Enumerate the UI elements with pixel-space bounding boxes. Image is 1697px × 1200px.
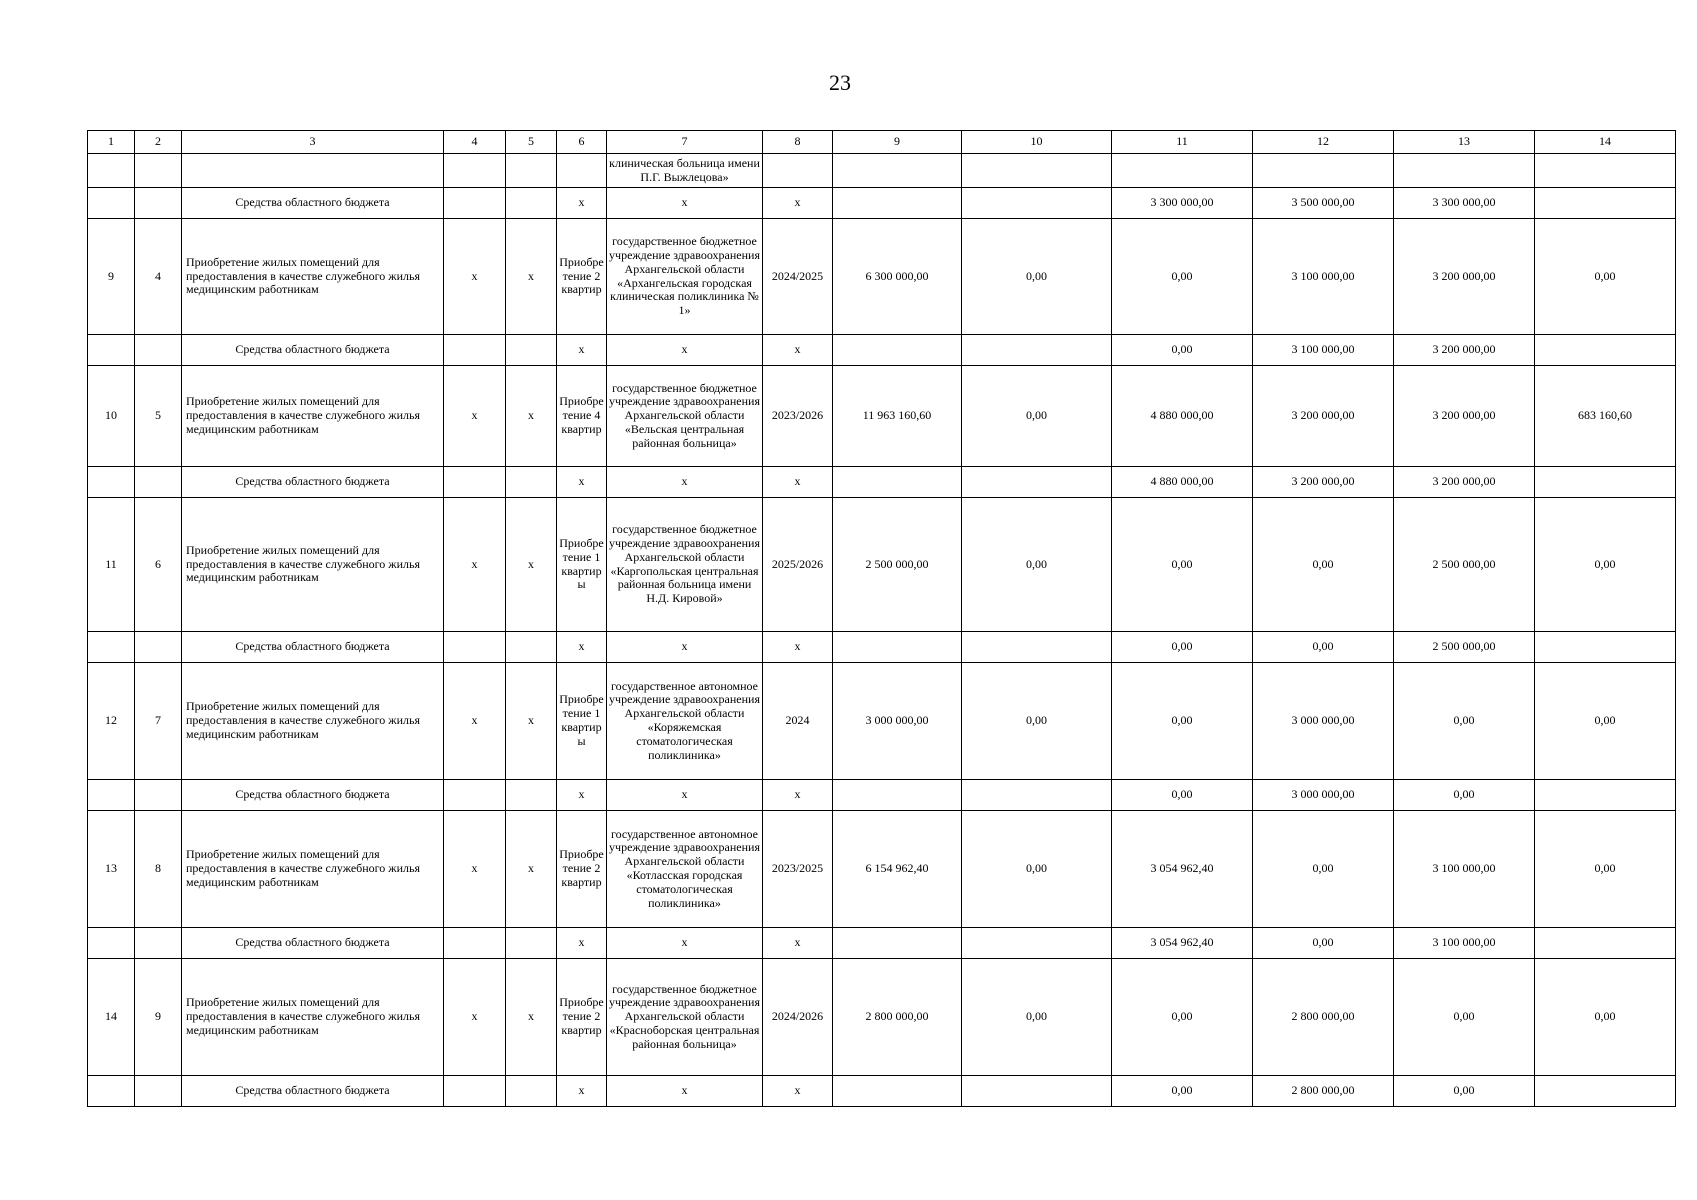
page-number: 23 (829, 70, 851, 95)
table-cell: 2 500 000,00 (833, 498, 962, 632)
table-cell (88, 928, 135, 959)
table-cell: 14 (88, 959, 135, 1076)
table-cell: 0,00 (1394, 780, 1535, 811)
table-cell: х (607, 188, 763, 219)
table-cell (833, 188, 962, 219)
table-cell (135, 1076, 182, 1107)
table-cell (1112, 154, 1253, 188)
table-cell (506, 1076, 557, 1107)
table-cell: 0,00 (1535, 811, 1676, 928)
table-cell: 9 (88, 219, 135, 335)
table-cell: 6 300 000,00 (833, 219, 962, 335)
table-cell: 4 (135, 219, 182, 335)
table-cell: 0,00 (962, 366, 1112, 467)
table-cell (763, 154, 833, 188)
table-cell: 2023/2025 (763, 811, 833, 928)
table-cell: х (506, 959, 557, 1076)
org-cell: государственное бюджетное учреждение здравоохранения Архангельской области «Архангельская городская клиническая поликлиника № 1» (607, 219, 763, 335)
table-cell: х (557, 928, 607, 959)
table-cell (88, 335, 135, 366)
table-cell (88, 154, 135, 188)
table-cell (135, 632, 182, 663)
table-cell (135, 928, 182, 959)
table-cell (1253, 154, 1394, 188)
table-cell (506, 780, 557, 811)
column-number-cell: 11 (1112, 131, 1253, 154)
table-cell: 3 054 962,40 (1112, 811, 1253, 928)
measure-name-cell: Приобретение жилых помещений для предоставления в качестве служебного жилья медицинским работникам (182, 811, 444, 928)
table-cell (506, 335, 557, 366)
table-cell (962, 632, 1112, 663)
column-number-cell: 4 (444, 131, 506, 154)
column-number-cell: 12 (1253, 131, 1394, 154)
table-cell: 2024/2026 (763, 959, 833, 1076)
table-cell: х (506, 811, 557, 928)
column-number-cell: 2 (135, 131, 182, 154)
measure-name-cell: Приобретение жилых помещений для предоставления в качестве служебного жилья медицинским работникам (182, 663, 444, 780)
table-cell: 0,00 (1112, 498, 1253, 632)
result-cell: Приобретение 2 квартир (557, 219, 607, 335)
table-cell (962, 467, 1112, 498)
table-cell: 2024 (763, 663, 833, 780)
org-cell: государственное автономное учреждение здравоохранения Архангельской области «Котласская городская стоматологическая поликлиника» (607, 811, 763, 928)
table-cell (1535, 154, 1676, 188)
table-cell: 12 (88, 663, 135, 780)
column-number-cell: 13 (1394, 131, 1535, 154)
table-cell (444, 188, 506, 219)
table-cell: х (444, 366, 506, 467)
table-cell (88, 632, 135, 663)
table-cell (962, 928, 1112, 959)
column-number-row (88, 131, 1676, 154)
table-cell: 3 100 000,00 (1253, 335, 1394, 366)
funding-source-cell: Средства областного бюджета (182, 928, 444, 959)
table-cell (833, 632, 962, 663)
table-cell: 11 963 160,60 (833, 366, 962, 467)
table-cell (833, 1076, 962, 1107)
continuation-row (88, 154, 1676, 188)
funding-source-cell: Средства областного бюджета (182, 632, 444, 663)
table-cell (962, 780, 1112, 811)
table-cell: 0,00 (1535, 498, 1676, 632)
table-cell (182, 154, 444, 188)
table-cell (135, 335, 182, 366)
table-cell: х (444, 811, 506, 928)
table-body (88, 131, 1676, 1107)
table-row (88, 366, 1676, 467)
table-cell: х (444, 498, 506, 632)
table-cell: 2 500 000,00 (1394, 498, 1535, 632)
column-number-cell: 9 (833, 131, 962, 154)
table-cell: 6 154 962,40 (833, 811, 962, 928)
table-cell: х (607, 1076, 763, 1107)
table-cell: х (444, 663, 506, 780)
table-cell (135, 467, 182, 498)
table-cell: 8 (135, 811, 182, 928)
table-cell (962, 154, 1112, 188)
table-cell: 3 000 000,00 (1253, 663, 1394, 780)
table-cell: х (607, 632, 763, 663)
table-cell: 0,00 (1253, 632, 1394, 663)
subtotal-row (88, 335, 1676, 366)
result-cell: Приобретение 2 квартир (557, 959, 607, 1076)
table-cell (88, 1076, 135, 1107)
table-cell: х (506, 219, 557, 335)
table-cell: 13 (88, 811, 135, 928)
table-cell: 0,00 (962, 959, 1112, 1076)
table-cell: 3 300 000,00 (1394, 188, 1535, 219)
table-cell: х (763, 780, 833, 811)
table-cell: 0,00 (1535, 959, 1676, 1076)
table-cell: 3 300 000,00 (1112, 188, 1253, 219)
table-cell: х (557, 335, 607, 366)
table-cell: 0,00 (1112, 219, 1253, 335)
table-cell: 0,00 (962, 811, 1112, 928)
subtotal-row (88, 467, 1676, 498)
table-cell: 0,00 (1112, 632, 1253, 663)
column-number-cell: 5 (506, 131, 557, 154)
table-cell: 3 200 000,00 (1394, 219, 1535, 335)
measure-name-cell: Приобретение жилых помещений для предоставления в качестве служебного жилья медицинским работникам (182, 959, 444, 1076)
subtotal-row (88, 928, 1676, 959)
table-cell: х (444, 959, 506, 1076)
table-cell (506, 632, 557, 663)
result-cell: Приобретение 2 квартир (557, 811, 607, 928)
table-cell: х (444, 219, 506, 335)
table-cell (506, 154, 557, 188)
table-cell: 3 200 000,00 (1394, 366, 1535, 467)
org-cell: государственное бюджетное учреждение здравоохранения Архангельской области «Каргопольская центральная районная больница имени Н.Д. Кировой» (607, 498, 763, 632)
funding-source-cell: Средства областного бюджета (182, 188, 444, 219)
table-cell: 6 (135, 498, 182, 632)
column-number-cell: 1 (88, 131, 135, 154)
table-cell: 2 800 000,00 (833, 959, 962, 1076)
subtotal-row (88, 1076, 1676, 1107)
table-cell: 0,00 (1253, 498, 1394, 632)
table-cell: 0,00 (1535, 219, 1676, 335)
table-cell (506, 928, 557, 959)
table-cell: х (607, 928, 763, 959)
funding-source-cell: Средства областного бюджета (182, 467, 444, 498)
column-number-cell: 8 (763, 131, 833, 154)
column-number-cell: 10 (962, 131, 1112, 154)
table-cell: 0,00 (1253, 811, 1394, 928)
table-cell: х (557, 632, 607, 663)
table-cell: 9 (135, 959, 182, 1076)
table-cell: 2 800 000,00 (1253, 1076, 1394, 1107)
table-cell (833, 928, 962, 959)
table-cell (135, 154, 182, 188)
table-cell (1535, 335, 1676, 366)
org-cell: государственное бюджетное учреждение здравоохранения Архангельской области «Красноборская центральная районная больница» (607, 959, 763, 1076)
table-cell (88, 780, 135, 811)
result-cell: Приобретение 4 квартир (557, 366, 607, 467)
table-cell: 7 (135, 663, 182, 780)
table-cell: 3 200 000,00 (1253, 366, 1394, 467)
table-cell: х (506, 366, 557, 467)
table-cell (1535, 928, 1676, 959)
table-cell: 0,00 (1394, 663, 1535, 780)
table-cell: 0,00 (1112, 959, 1253, 1076)
table-cell: 3 000 000,00 (1253, 780, 1394, 811)
subtotal-row (88, 188, 1676, 219)
result-cell: Приобретение 1 квартиры (557, 663, 607, 780)
table-cell: 0,00 (1253, 928, 1394, 959)
table-cell: 3 200 000,00 (1394, 467, 1535, 498)
table-cell (444, 780, 506, 811)
table-row (88, 498, 1676, 632)
measure-name-cell: Приобретение жилых помещений для предоставления в качестве служебного жилья медицинским работникам (182, 366, 444, 467)
funding-source-cell: Средства областного бюджета (182, 1076, 444, 1107)
table-cell: 0,00 (1112, 663, 1253, 780)
result-cell: Приобретение 1 квартиры (557, 498, 607, 632)
table-cell: 4 880 000,00 (1112, 467, 1253, 498)
table-cell: 3 054 962,40 (1112, 928, 1253, 959)
table-cell: 3 100 000,00 (1394, 811, 1535, 928)
table-cell (444, 1076, 506, 1107)
table-cell (833, 335, 962, 366)
table-cell: 3 000 000,00 (833, 663, 962, 780)
table-cell: х (763, 188, 833, 219)
budget-table (87, 130, 1676, 1107)
table-cell (1535, 467, 1676, 498)
table-cell: 11 (88, 498, 135, 632)
table-cell (444, 335, 506, 366)
table-cell: х (506, 663, 557, 780)
funding-source-cell: Средства областного бюджета (182, 780, 444, 811)
column-number-cell: 3 (182, 131, 444, 154)
table-row (88, 811, 1676, 928)
table-cell: 2024/2025 (763, 219, 833, 335)
table-cell (833, 780, 962, 811)
table-cell: 0,00 (1112, 1076, 1253, 1107)
org-cell: государственное бюджетное учреждение здравоохранения Архангельской области «Вельская центральная районная больница» (607, 366, 763, 467)
measure-name-cell: Приобретение жилых помещений для предоставления в качестве служебного жилья медицинским работникам (182, 219, 444, 335)
table-row (88, 959, 1676, 1076)
table-row (88, 219, 1676, 335)
table-cell (1535, 780, 1676, 811)
table-cell (444, 928, 506, 959)
table-cell (444, 632, 506, 663)
table-cell: 2 800 000,00 (1253, 959, 1394, 1076)
org-cell: клиническая больница имени П.Г. Выжлецова» (607, 154, 763, 188)
table-cell: 3 100 000,00 (1394, 928, 1535, 959)
table-cell (557, 154, 607, 188)
table-cell (962, 335, 1112, 366)
table-cell: 0,00 (962, 498, 1112, 632)
table-cell (1394, 154, 1535, 188)
table-cell (506, 188, 557, 219)
table-cell: х (763, 467, 833, 498)
org-cell: государственное автономное учреждение здравоохранения Архангельской области «Коряжемская стоматологическая поликлиника» (607, 663, 763, 780)
table-cell: 0,00 (1394, 1076, 1535, 1107)
table-cell: 2 500 000,00 (1394, 632, 1535, 663)
table-cell: х (557, 188, 607, 219)
table-cell: х (763, 632, 833, 663)
column-number-cell: 6 (557, 131, 607, 154)
table-cell: 2023/2026 (763, 366, 833, 467)
table-row (88, 663, 1676, 780)
table-cell: х (557, 780, 607, 811)
table-cell: 0,00 (1112, 780, 1253, 811)
table-cell: 0,00 (1112, 335, 1253, 366)
table-cell (88, 467, 135, 498)
table-cell: х (607, 335, 763, 366)
column-number-cell: 14 (1535, 131, 1676, 154)
table-cell (833, 154, 962, 188)
table-cell: 3 500 000,00 (1253, 188, 1394, 219)
table-cell: 4 880 000,00 (1112, 366, 1253, 467)
table-cell (1535, 188, 1676, 219)
table-cell: х (607, 780, 763, 811)
table-cell (1535, 632, 1676, 663)
table-cell: 0,00 (962, 219, 1112, 335)
table-cell: 5 (135, 366, 182, 467)
table-cell (88, 188, 135, 219)
table-cell: х (607, 467, 763, 498)
table-cell: х (506, 498, 557, 632)
table-cell: х (763, 335, 833, 366)
subtotal-row (88, 632, 1676, 663)
table-cell: 0,00 (962, 663, 1112, 780)
subtotal-row (88, 780, 1676, 811)
table-cell: 0,00 (1535, 663, 1676, 780)
table-cell (962, 1076, 1112, 1107)
table-cell (1535, 1076, 1676, 1107)
table-cell: 3 100 000,00 (1253, 219, 1394, 335)
table-cell (962, 188, 1112, 219)
table-cell (444, 467, 506, 498)
table-cell: х (557, 1076, 607, 1107)
table-cell (135, 188, 182, 219)
measure-name-cell: Приобретение жилых помещений для предоставления в качестве служебного жилья медицинским работникам (182, 498, 444, 632)
table-cell: х (763, 928, 833, 959)
table-cell: х (763, 1076, 833, 1107)
table-cell: 10 (88, 366, 135, 467)
funding-source-cell: Средства областного бюджета (182, 335, 444, 366)
table-cell: 0,00 (1394, 959, 1535, 1076)
table-cell: 683 160,60 (1535, 366, 1676, 467)
table-cell: 3 200 000,00 (1253, 467, 1394, 498)
table-cell (833, 467, 962, 498)
table-cell (444, 154, 506, 188)
table-cell: х (557, 467, 607, 498)
table-cell: 3 200 000,00 (1394, 335, 1535, 366)
column-number-cell: 7 (607, 131, 763, 154)
table-cell (506, 467, 557, 498)
table-cell (135, 780, 182, 811)
table-cell: 2025/2026 (763, 498, 833, 632)
